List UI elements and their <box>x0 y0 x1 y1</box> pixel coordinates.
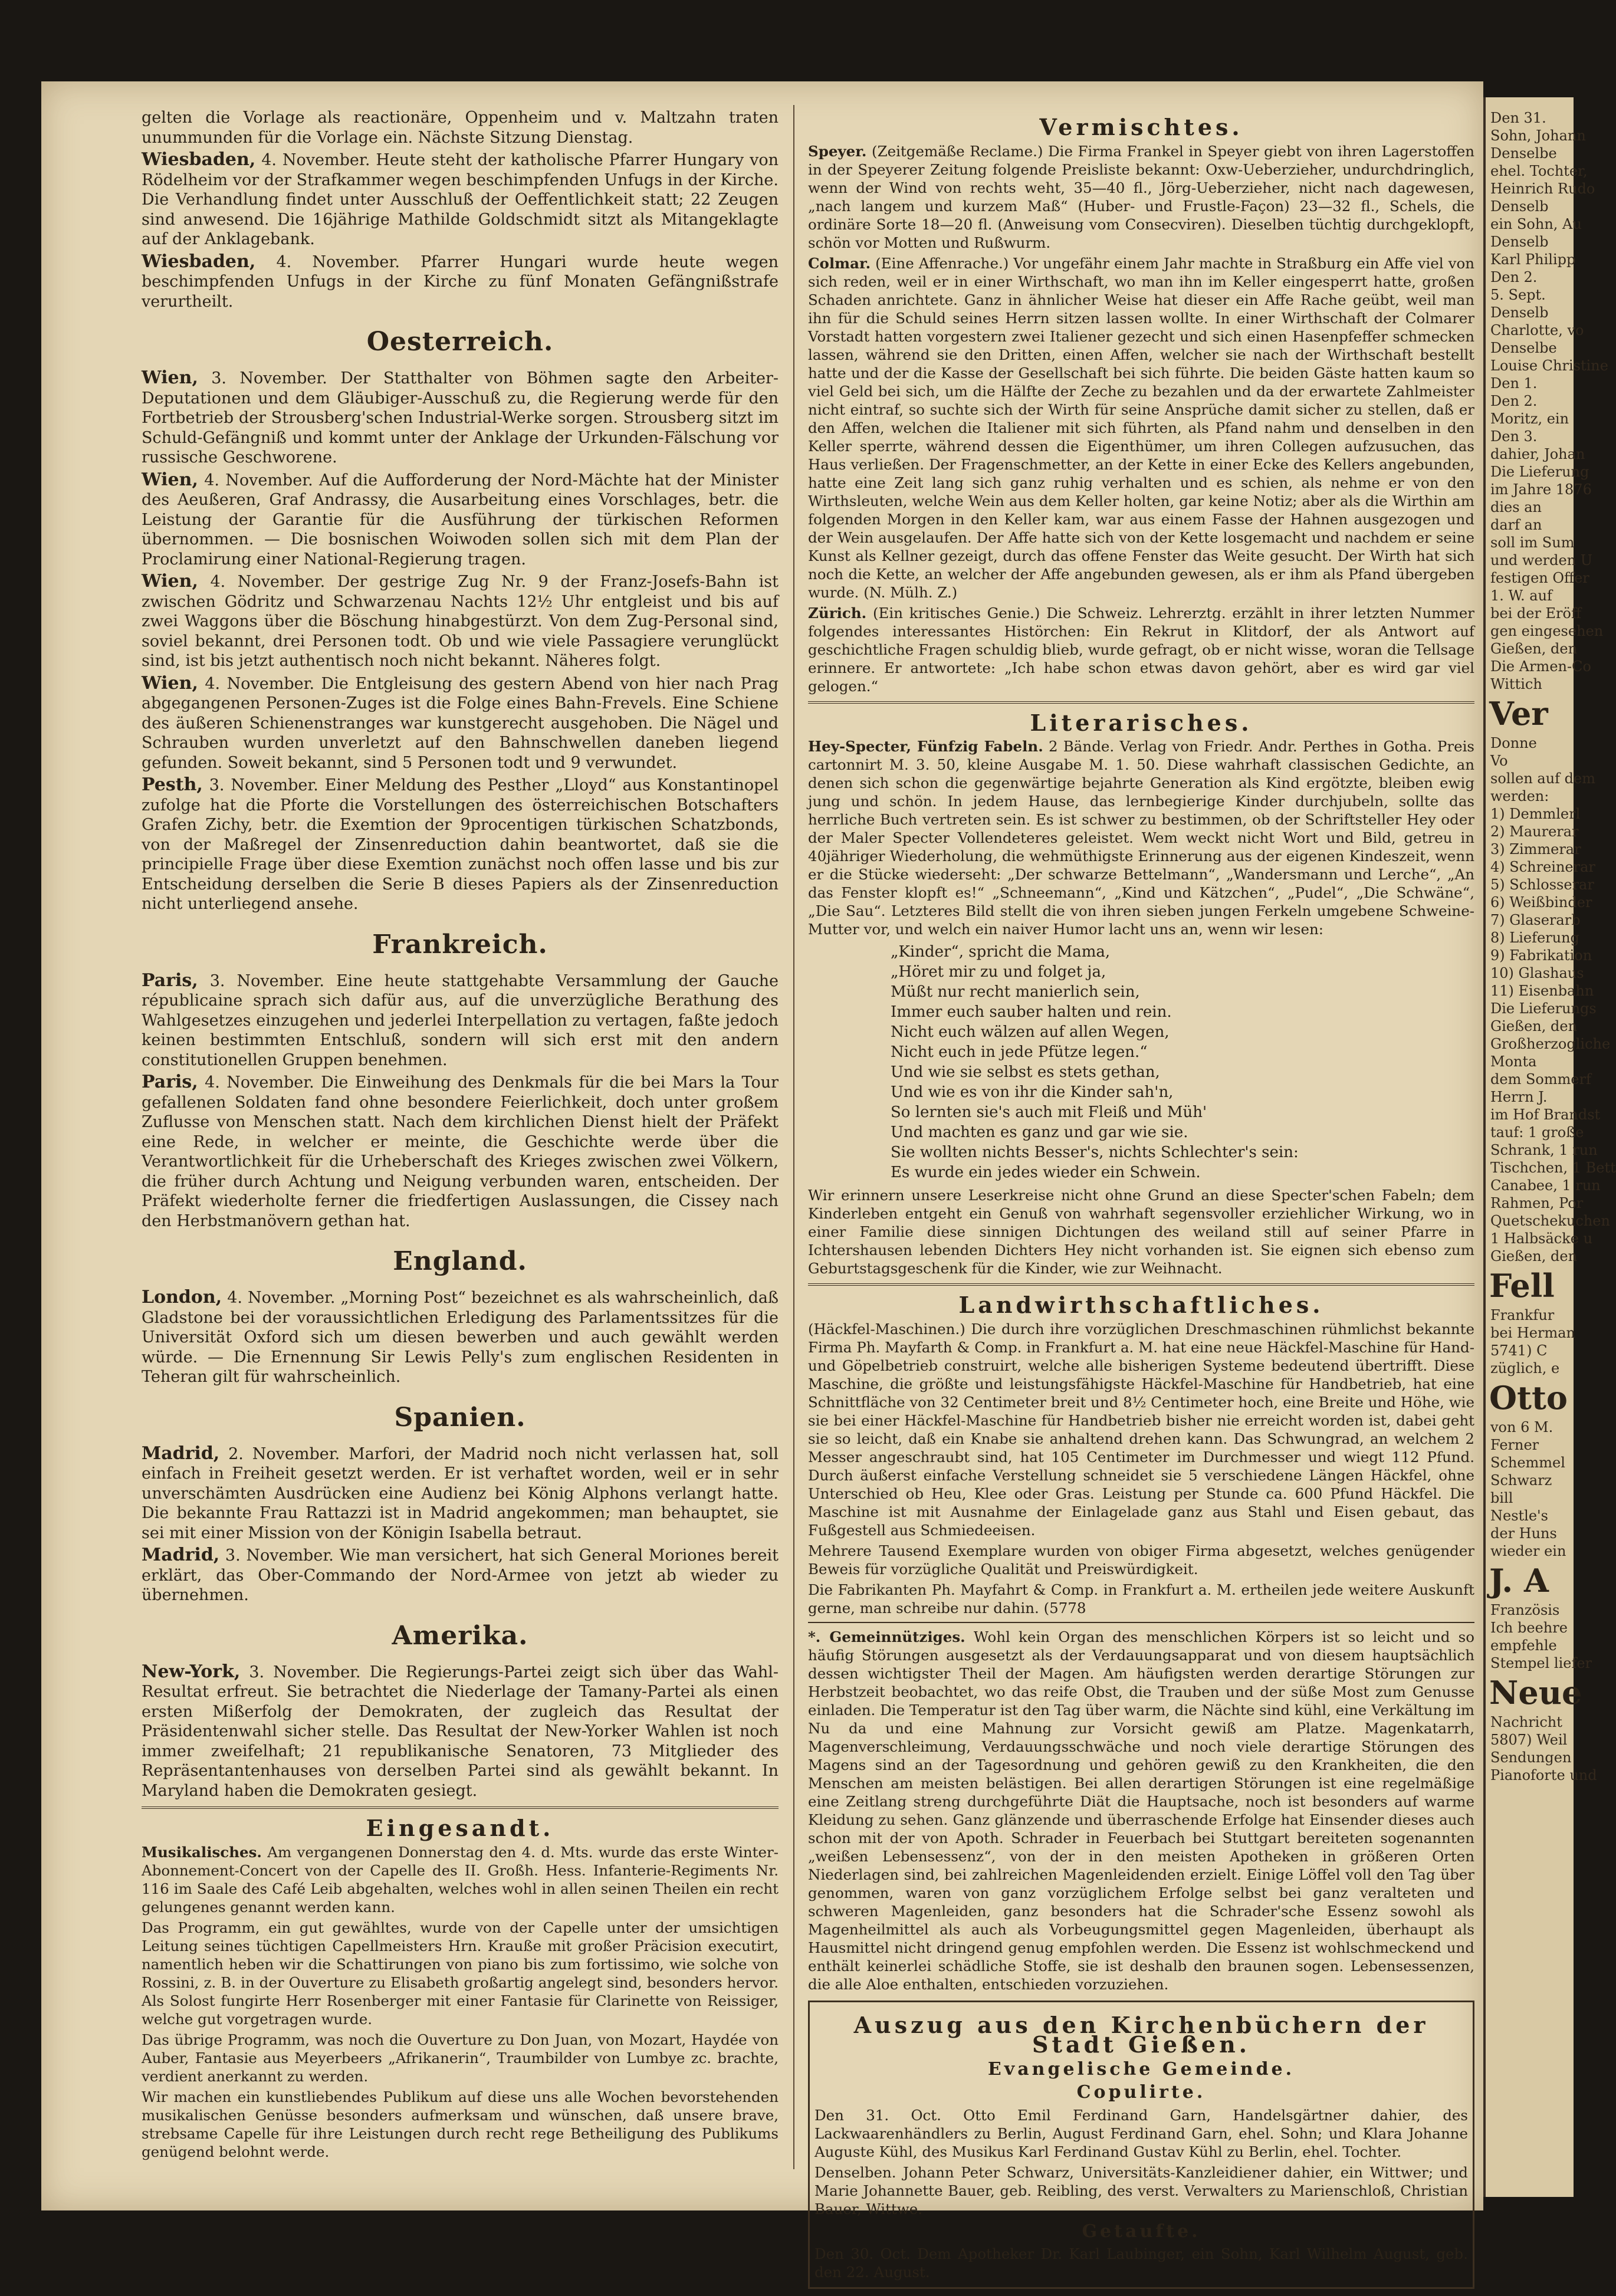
next-page-fragment: Großherzogliche <box>1490 1036 1611 1052</box>
next-page-fragment: Den 2. <box>1490 269 1538 285</box>
public-interest-item: *. Gemeinnütziges. Wohl kein Organ des menschlichen Körpers ist so leicht und so häufig Störungen ausgesetzt als der Verdauungsapparat und von diesem hauptsächlich dessen wichtigster Theil der Magen. Am häufigsten werden derartige Störungen zur Herbstzeit beobachtet, wo das reife Obst, die Trauben und der süße Most zum Genusse einladen. Die Temperatur ist den Tag über warm, die Nächte sind kühl, eine Verkältung im Nu da und eine Mahnung zur Vorsicht gewiß am Platze. Magenkatarrh, Magenverschleimung, Verdauungsschwäche und noch viele derartige Störungen des Magens sind an der Tagesordnung und gehören gewiß zu den Krankheiten, die den Menschen am meisten belästigen. Bei allen derartigen Störungen ist eine regelmäßige eine Zeitlang streng durchgeführte Diät die Hauptsache, noch ist besonders auf warme Kleidung zu sehen. Ganz glänzende und überraschende Erfolge hat Einsender dieses auch schon mit der von Apoth. Schrader in Feuerbach bei Stuttgart bereiteten sogenannten „weißen Lebensessenz“, von der in den meisten Apotheken in größeren Orten Niederlagen sind, bei zahlreichen Magenleidenden erzielt. Einige Löffel voll den Tag über genommen, waren von ganz vorzüglichem Erfolge selbst bei ganz veralteten und schweren Magenleiden, ganz besonders hat die Schrader'sche Essenz sowohl als Magenheilmittel als auch als Vorbeugungsmittel gegen Magenleiden, überhaupt als Hausmittel nicht dringend genug empfohlen werden. Die Essenz ist wohlschmeckend und enthält keinerlei schädliche Stoffe, sie ist deshalb den braunen sogen. Lebensessenzen, die alle Aloe enthalten, entschieden vorzuziehen. <box>808 1628 1474 1993</box>
poem-line: Sie wollten nichts Besser's, nichts Schlechter's sein: <box>891 1144 1299 1161</box>
next-page-fragment: Die Lieferungs <box>1490 1000 1597 1017</box>
poem-line: „Kinder“, spricht die Mama, <box>891 943 1111 961</box>
news-item: Wiesbaden, 4. November. Heute steht der katholische Pfarrer Hungary von Rödelheim vor der Strafkammer wegen beschimpfenden Unfugs in der Kirche. Die Verhandlung findet unter Ausschluß der Oeffentlichkeit statt; 22 Zeugen sind anwesend. Die 16jährige Mathilde Goldschmidt sitzt als Mitangeklagte auf der Anklagebank. <box>142 149 779 248</box>
next-page-fragment: 8) Lieferung <box>1490 929 1579 946</box>
next-page-fragment: Nachricht <box>1490 1714 1562 1730</box>
next-page-fragment: Die Lieferung <box>1490 464 1589 480</box>
section-divider <box>142 1806 779 1809</box>
next-page-fragment: Gießen, den <box>1490 1018 1578 1034</box>
next-page-fragment: ein Sohn, Au <box>1490 216 1582 232</box>
church-records-heading-getaufte: Getaufte. <box>1082 2221 1201 2242</box>
section-heading-france: Frankreich. <box>372 929 548 960</box>
next-page-fragment: Wittich <box>1490 676 1542 692</box>
news-item: Wien, 3. November. Der Statthalter von Böhmen sagte den Arbeiter-Deputationen und dem Gläubiger-Ausschuß zu, die Regierung werde für den Fortbetrieb der Strousberg'schen Industrial-Werke sorgen. Strousberg sitzt im Schuld-Gefängniß und kommt unter der Anklage der Urkunden-Fälschung vor russische Geschworene. <box>142 367 779 467</box>
next-page-fragment: Sohn, Johann <box>1490 127 1586 144</box>
next-page-fragment: darf an <box>1490 517 1542 533</box>
church-records-heading-copulirte: Copulirte. <box>1076 2082 1206 2103</box>
poem-line: So lernten sie's auch mit Fleiß und Müh' <box>891 1103 1207 1121</box>
news-item: Wien, 4. November. Die Entgleisung des gestern Abend von hier nach Prag abgegangenen Personen-Zuges ist die Folge eines Bahn-Frevels. Eine Schiene des äußeren Schienenstranges war kunstgerecht ausgehoben. Die Nägel und Schrauben wurden unverletzt auf den Bahnschwellen daneben liegend gefunden. Soweit bekannt, sind 5 Personen todt und 9 verwundet. <box>142 672 779 772</box>
article-intro: gelten die Vorlage als reactionäre, Oppenheim und v. Maltzahn traten unummunden für die Vorlage ein. Nächste Sitzung Dienstag. <box>142 109 779 147</box>
next-page-fragment: Gießen, den <box>1490 1248 1578 1264</box>
next-page-fragment: der Huns <box>1490 1525 1557 1542</box>
section-heading-literarisches: Literarisches. <box>1030 709 1253 736</box>
next-page-fragment: Ich beehre <box>1490 1620 1568 1636</box>
next-page-fragment: Louise Christine <box>1490 357 1608 374</box>
right-column <box>808 108 1474 2296</box>
section-heading-austria: Oesterreich. <box>366 327 554 357</box>
next-page-fragment: gen eingesehen <box>1490 623 1604 639</box>
poem-line: Und wie es von ihr die Kinder sah'n, <box>891 1083 1174 1101</box>
poem-line: Müßt nur recht manierlich sein, <box>891 983 1140 1001</box>
next-page-fragment: Denselb <box>1490 234 1549 250</box>
next-page-fragment: Tischchen, 1 Bett <box>1490 1160 1616 1176</box>
next-page-fragment: 10) Glashaus <box>1490 965 1584 981</box>
next-page-fragment: Schwarz <box>1490 1472 1552 1489</box>
next-page-fragment: Den 3. <box>1490 428 1538 445</box>
next-page-fragment: Rahmen, Por <box>1490 1195 1584 1211</box>
next-page-fragment: Herrn J. <box>1490 1089 1548 1105</box>
next-page-fragment: Charlotte, vo <box>1490 322 1584 339</box>
next-page-fragment: 5741) C <box>1490 1342 1548 1359</box>
next-page-fragment: Gießen, den <box>1490 640 1578 657</box>
next-page-fragment: bill <box>1490 1490 1513 1506</box>
section-heading-vermischtes: Vermischtes. <box>1039 114 1243 140</box>
next-page-fragment: Vo <box>1490 753 1508 769</box>
next-page-fragment: Schrank, 1 run <box>1490 1142 1598 1158</box>
section-heading-eingesandt: Eingesandt. <box>366 1815 554 1841</box>
next-page-edge <box>1483 97 1616 2197</box>
next-page-fragment: Ver <box>1489 695 1548 733</box>
church-record-entry: Den 31. Oct. Otto Emil Ferdinand Garn, Handelsgärtner dahier, des Lackwaarenhändlers zu Berlin, August Ferdinand Garn, ehel. Sohn; und Klara Johanne Auguste Kühl, des Musikus Karl Ferdinand Gustav Kühl zu Berlin, ehel. Tochter. <box>814 2106 1468 2160</box>
ad-number: (5778 <box>1043 1599 1086 1617</box>
next-page-fragment: Quetschekuchen <box>1490 1213 1610 1229</box>
church-records-title: Auszug aus den Kirchenbüchern der Stadt Gießen. <box>853 2011 1429 2058</box>
news-item: Pesth, 3. November. Einer Meldung des Pesther „Lloyd“ aus Konstantinopel zufolge hat die Pforte die Vorstellungen des österreichischen Botschafters Grafen Zichy, betr. die Exemtion der 9procentigen türkischen Schatzbonds, von der Maßregel der Zinsenreduction dahin beantwortet, daß sie die principielle Frage über diese Exemtion zunächst noch offen lasse und bis zur Entscheidung derselben die Serie B dieses Papiers als der Zinsenreduction nicht unterliegend ansehe. <box>142 774 779 913</box>
next-page-fragment: Ferner <box>1490 1437 1539 1453</box>
next-page-fragment: Sendungen <box>1490 1749 1572 1766</box>
next-page-fragment: Canabee, 1 run <box>1490 1177 1601 1194</box>
next-page-fragment: werden: <box>1490 788 1549 804</box>
literary-closing: Wir erinnern unsere Leserkreise nicht ohne Grund an diese Specter'schen Fabeln; dem Kinderleben entgeht ein Genuß von wahrhaft segensvoller erziehlicher Wirkung, wo in einer Familie diese sinnigen Dichtungen des weiland still auf seiner Pfarre in Ichtershausen lebenden Dichters Hey nicht vorhanden ist. Sie eignen sich ebenso zum Geburtstagsgeschenk für die Kinder, wie zur Weihnacht. <box>808 1187 1474 1277</box>
next-page-fragment: Schemmel <box>1490 1454 1565 1471</box>
section-heading-spain: Spanien. <box>394 1402 526 1433</box>
news-item: Wien, 4. November. Auf die Aufforderung der Nord-Mächte hat der Minister des Aeußeren, Graf Andrassy, die Ausarbeitung eines Vorschlages, betr. die Leistung der Garantie für die Ausführung der türkischen Reformen übernommen. — Die bosnischen Woiwoden sollen sich mit dem Plan der Proclamirung einer National-Regierung tragen. <box>142 469 779 569</box>
next-page-fragment: bei Herman <box>1490 1325 1575 1341</box>
next-page-fragment: 5) Schlosserar <box>1490 876 1594 893</box>
next-page-fragment: soll im Sum <box>1490 534 1575 551</box>
next-page-fragment: Fell <box>1489 1267 1555 1305</box>
poem-line: Und wie sie selbst es stets gethan, <box>891 1063 1160 1081</box>
next-page-fragment: Nestle's <box>1490 1507 1548 1524</box>
news-item: Madrid, 3. November. Wie man versichert, hat sich General Moriones bereit erklärt, das Ober-Commando der Nord-Armee von jetzt ab wieder zu übernehmen. <box>142 1545 779 1604</box>
next-page-fragment: Moritz, ein <box>1490 410 1569 427</box>
next-page-fragment: 11) Eisenbahn <box>1490 983 1594 999</box>
next-page-fragment: tauf: 1 große <box>1490 1124 1584 1141</box>
section-divider <box>808 701 1474 704</box>
next-page-fragment: Monta <box>1490 1053 1537 1070</box>
eingesandt-paragraph: Das übrige Programm, was noch die Ouverture zu Don Juan, von Mozart, Haydée von Auber, Fantasie aus Meyerbeers „Afrikanerin“, Traumbilder von Lumbye zc. brachte, verdient anerkannt zu werden. <box>142 2031 779 2085</box>
agri-item: (Häckfel-Maschinen.) Die durch ihre vorzüglichen Dreschmaschinen rühmlichst bekannte Firma Ph. Mayfarth & Comp. in Frankfurt a. M. hat eine neue Häckfel-Maschine für Hand- und Göpelbetrieb construirt, welche alle bisherigen Systeme bedeutend übertrifft. Diese Maschine, die größte und leistungsfähigste Häckfel-Maschine für Handbetrieb, hat eine Schnittfläche von 32 Centimeter breit und 8½ Centimeter hoch, eine Breite und Höhe, wie sie bei einer Häckfel-Maschine für Handbetrieb bisher nie erreicht worden ist, dabei geht sie so leicht, daß ein Knabe sie anhaltend drehen kann. Das Schwungrad, an welchem 2 Messer angeschraubt sind, hat 105 Centimeter im Durchmesser und wiegt 112 Pfund. Durch äußerst einfache Verstellung schneidet sie 5 verschiedene Längen Häckfel, ohne Unterschied ob Heu, Klee oder Gras. Leistung per Stunde ca. 600 Pfund Häckfel. Die Maschine ist mit Ausnahme der Einlagelade ganz aus Stahl und Eisen gebaut, das Fußgestell aus Schmiedeeisen. <box>808 1320 1475 1539</box>
next-page-fragment: wieder ein <box>1490 1543 1566 1559</box>
next-page-fragment: Denselbe <box>1490 145 1557 162</box>
next-page-fragment: bei der Eröff <box>1490 605 1582 622</box>
poem-line: Und machten es ganz und gar wie sie. <box>891 1124 1188 1141</box>
next-page-fragment: Denselb <box>1490 304 1549 321</box>
section-heading-england: England. <box>393 1246 527 1276</box>
news-item: New-York, 3. November. Die Regierungs-Partei zeigt sich über das Wahl-Resultat erfreut. Sie betrachtet die Niederlage der Tamany-Partei als einen ersten Mißerfolg der Demokraten, der zugleich das Resultat der Präsidentenwahl sicher stelle. Das Resultat der New-Yorker Wahlen ist noch immer zweifelhaft; 21 republikanische Senatoren, 73 Mitglieder des Repräsentantenhauses von derselben Partei sind als gewählt bekannt. In Maryland haben die Demokraten gesiegt. <box>142 1661 779 1800</box>
eingesandt-paragraph: Wir machen ein kunstliebendes Publikum auf diese uns alle Wochen bevorstehenden musikalischen Genüsse besonders aufmerksam und wünschen, daß unsere brave, strebsame Capelle für ihre Leistungen durch recht rege Betheiligung des Publikums genügend belohnt werde. <box>142 2088 779 2160</box>
agri-item: Die Fabrikanten Ph. Mayfahrt & Comp. in Frankfurt a. M. ertheilen jede weitere Auskunft gerne, man schreibe nur dahin. (5778 <box>808 1581 1474 1617</box>
next-page-fragment: 9) Fabrikation <box>1490 947 1592 964</box>
poem-line: Nicht euch wälzen auf allen Wegen, <box>891 1023 1170 1041</box>
next-page-fragment: Otto <box>1489 1379 1568 1417</box>
church-records-subtitle: Evangelische Gemeinde. <box>987 2058 1295 2080</box>
literary-review: Hey-Specter, Fünfzig Fabeln. 2 Bände. Verlag von Friedr. Andr. Perthes in Gotha. Preis cartonnirt M. 3. 50, kleine Ausgabe M. 1. 50. Diese wahrhaft classischen Gedichte, an denen sich schon die gegenwärtige bejahrte Generation als Kind ergötzte, bleiben ewig jung und schön. In jedem Hause, das lernbegierige Kinder durchjubeln, sollte das herrliche Buch vertreten sein. Es ist schwer zu bestimmen, ob der Schriftsteller Hey oder der Maler Specter Vollendeteres geleistet. Wem weckt nicht Wort und Bild, getreu in 40jähriger Wiederholung, die wehmüthigste Erinnerung aus der eigenen Kindeszeit, wenn er die Stücke wiederseht: „Der schwarze Bettelmann“, „Wandersmann und Lerche“, „An das Fenster klopft es!“ „Schneemann“, „Kind und Kätzchen“, „Pudel“, „Die Schwäne“, „Die Sau“. Letzteres Bild stellt die von ihren sieben jungen Ferkeln umgebene Schweine-Mutter vor, und welch ein naiver Humor lacht uns an, wenn wir lesen: <box>808 738 1474 938</box>
church-record-entry: Denselben. Johann Peter Schwarz, Universitäts-Kanzleidiener dahier, ein Wittwer; und Marie Johannette Bauer, geb. Reibling, des verst. Verwalters zu Marienschloß, Christian Bauer, Wittwe. <box>814 2163 1468 2218</box>
left-column <box>142 108 779 2163</box>
poem-line: Nicht euch in jede Pfütze legen.“ <box>891 1043 1148 1061</box>
poem <box>891 942 1474 1183</box>
news-item: Paris, 3. November. Eine heute stattgehabte Versammlung der Gauche républicaine sprach sich dafür aus, auf die unverzügliche Berathung des Wahlgesetzes einzugehen und jederlei Interpellation zu vertagen, faßte jedoch keinen bestimmten Entschluß, sondern will sich erst mit den andern constitutionellen Gruppen benehmen. <box>142 970 779 1069</box>
agri-item: Mehrere Tausend Exemplare wurden von obiger Firma abgesetzt, welches genügender Beweis für vorzügliche Qualität und Preiswürdigkeit. <box>808 1542 1474 1578</box>
column-divider <box>793 105 794 2169</box>
news-item: Madrid, 2. November. Marfori, der Madrid noch nicht verlassen hat, soll einfach in Freiheit gesetzt werden. Er ist verhaftet worden, weil er in sehr unverschämten Ausdrücken eine Audienz bei König Alphons verlangt hatte. Die bekannte Frau Rattazzi ist in Madrid angekommen; man behauptet, sie sei mit einer Mission von der Königin Isabella betraut. <box>142 1443 779 1542</box>
next-page-fragment: J. A <box>1489 1562 1549 1599</box>
next-page-fragment: Stempel liefer <box>1490 1655 1592 1671</box>
next-page-fragment: dem Sommerf <box>1490 1071 1591 1088</box>
eingesandt-paragraph: Das Programm, ein gut gewähltes, wurde von der Capelle unter der umsichtigen Leitung seines tüchtigen Capellmeisters Hrn. Krauße mit großer Präcision executirt, namentlich heben wir die Schattirungen von piano bis zum fortissimo, wie solche von Rossini, z. B. in der Ouverture zu Elisabeth großartig angelegt sind, besonders hervor. Als Solost fungirte Herr Rosenberger mit einer Fantasie für Clarinette von Reissiger, welche gut vorgetragen wurde. <box>142 1919 779 2028</box>
next-page-fragment: 6) Weißbinder <box>1490 894 1592 911</box>
next-page-fragment: 4) Schreinerar <box>1490 859 1595 875</box>
next-page-fragment: ehel. Tochter, <box>1490 163 1588 179</box>
next-page-fragment: 1. W. auf <box>1490 587 1552 604</box>
next-page-fragment: sollen auf dem <box>1490 770 1596 787</box>
next-page-fragment: 1 Halbsäcke u <box>1490 1230 1593 1247</box>
misc-item: Speyer. (Zeitgemäße Reclame.) Die Firma Frankel in Speyer giebt von ihren Lagerstoffen in der Speyerer Zeitung folgende Preisliste bekannt: Oxw-Ueberzieher, undurchdringlich, wenn der Wind von rechts weht, 35—40 fl., Jörg-Ueberzieher, nicht nach dagewesen, „nach langem und kurzem Maß“ (Huber- und Frustle-Façon) 23—32 fl., Schels, die ordinäre Sorte 18—20 fl. (Anweisung vom Consecviren). Dieselben tüchtig durchgeklopft, schön vor Motten und Rußwurm. <box>808 142 1474 251</box>
news-item: Paris, 4. November. Die Einweihung des Denkmals für die bei Mars la Tour gefallenen Soldaten fand ohne besondere Feierlichkeit, doch unter großem Zuflusse von Menschen statt. Nach dem kirchlichen Dienst hielt der Präfekt eine Rede, in welcher er meinte, die Geschichte werde über die Verantwortlichkeit für die Urheberschaft des Krieges zwischen zwei Völkern, die früher durch Achtung und Neigung verbunden waren, entscheiden. Der Präfekt wiederholte ferner die friedfertigen Auslassungen, die Cissey nach den Herbstmanövern gethan hat. <box>142 1072 779 1230</box>
next-page-fragment: Heinrich Rudo <box>1490 180 1595 197</box>
next-page-fragment: Den 31. <box>1490 110 1546 126</box>
next-page-fragment: empfehle <box>1490 1637 1557 1654</box>
next-page-fragment: Denselbe <box>1490 340 1557 356</box>
newspaper-page <box>41 81 1483 2281</box>
source-note: (N. Mülh. Z.) <box>863 583 958 601</box>
next-page-fragment: 7) Glaserarb <box>1490 912 1581 928</box>
next-page-fragment: 5807) Weil <box>1490 1732 1568 1748</box>
church-records-box <box>808 2001 1474 2290</box>
next-page-fragment: im Hof Brandst <box>1490 1106 1601 1123</box>
eingesandt-paragraph: Musikalisches. Am vergangenen Donnerstag den 4. d. Mts. wurde das erste Winter-Abonnement-Concert von der Capelle des II. Großh. Hess. Infanterie-Regiments Nr. 116 im Saale des Café Leib abgehalten, welches wohl in allen seinen Theilen ein recht gelungenes genannt werden kann. <box>142 1843 779 1916</box>
next-page-fragment: Karl Philipp <box>1490 251 1576 268</box>
misc-item: Zürich. (Ein kritisches Genie.) Die Schweiz. Lehrerztg. erzählt in ihrer letzten Nummer folgendes interessantes Histörchen: Ein Rekrut in Klitdorf, der als Antwort auf geschichtliche Fragen schuldig blieb, wurde gefragt, ob er nicht wisse, woran die Tellsage erinnere. Er antwortete: „Ich habe schon etwas davon gehört, aber es wird gar viel gelogen.“ <box>808 604 1474 695</box>
poem-line: Es wurde ein jedes wieder ein Schwein. <box>891 1164 1201 1181</box>
next-page-fragment: Donne <box>1490 735 1537 751</box>
next-page-fragment: dies an <box>1490 499 1542 515</box>
next-page-fragment: dahier, Johan <box>1490 446 1585 462</box>
section-heading-landwirthschaftliches: Landwirthschaftliches. <box>958 1292 1324 1318</box>
section-divider <box>808 1283 1474 1286</box>
next-page-fragment: Den 2. <box>1490 393 1538 409</box>
next-page-fragment: Französis <box>1490 1602 1560 1618</box>
next-page-fragment: Neue <box>1489 1674 1582 1712</box>
next-page-fragment: im Jahre 1876 <box>1490 481 1592 498</box>
section-divider <box>808 1622 1474 1623</box>
next-page-fragment: 3) Zimmerar <box>1490 841 1581 858</box>
next-page-fragment: Frankfur <box>1490 1307 1555 1323</box>
next-page-fragment: und werden U <box>1490 552 1593 569</box>
news-item: London, 4. November. „Morning Post“ bezeichnet es als wahrscheinlich, daß Gladstone bei der voraussichtlichen Erledigung des Parlamentssitzes für die Universität Oxford sich um diesen bewerben und auch gewählt werden würde. — Die Ernennung Sir Lewis Pelly's zum englischen Residenten in Teheran gilt für wahrscheinlich. <box>142 1287 779 1386</box>
poem-line: Immer euch sauber halten und rein. <box>891 1003 1172 1021</box>
next-page-fragments <box>1486 97 1616 1784</box>
misc-item: Colmar. (Eine Affenrache.) Vor ungefähr einem Jahr machte in Straßburg ein Affe viel von sich reden, weil er in einer Wirthschaft, wo man ihn im Keller eingesperrt hatte, großen Schaden anrichtete. Ganz in ähnlicher Weise hat dieser ein Affe Rache geübt, weil man ihn für die Schuld seines Herrn sitzen lassen wollte. In einer Wirthschaft der Colmarer Vorstadt hatten vorgestern zwei Italiener gezecht und sich einen Hasenpfeffer schmecken lassen, während sie den Dritten, einen Affen, welcher sie nach der Wirthschaft bestellt hatte und der die Kasse der Gesellschaft bei sich führte. Die beiden Gäste hatten kaum so viel Geld bei sich, um die Hälfte der Zeche zu bezahlen und da der erwartete Zahlmeister nicht eintraf, so suchte sich der Wirth für seine Ansprüche damit sicher zu stellen, daß er den Affen, welchen die Italiener mit sich führten, als Pfand nahm und denselben in den Keller sperrte, während dessen die Eigenthümer, um ihren Collegen aufzusuchen, das Haus verließen. Der Fragenschmetter, an der Kette in einer Ecke des Kellers angebunden, hatte eine Zeit lang sich ganz ruhig verhalten und es schien, als nehme er von den Wirthsleuten, welche Wein aus dem Keller holten, gar keine Notiz; aber als die Wirthin am folgenden Morgen in den Keller kam, war aus einem Fasse der Hahnen ausgezogen und der Wein ausgelaufen. Der Affe hatte sich von der Kette losgemacht und nachdem er seine Kunst als Kellner gezeigt, durch das offene Fenster das Weite gesucht. Der Wirth hat sich noch die Kette, an welcher der Affe angebunden gewesen, als er ihm als Pfand übergeben wurde. (N. Mülh. Z.) <box>808 254 1474 601</box>
next-page-fragment: Die Armen-Co <box>1490 658 1591 675</box>
next-page-fragment: 5. Sept. <box>1490 287 1546 303</box>
next-page-fragment: festigen Offer <box>1490 570 1589 586</box>
next-page-fragment: 1) Demmlerl <box>1490 806 1581 822</box>
section-heading-america: Amerika. <box>392 1620 528 1651</box>
news-item: Wiesbaden, 4. November. Pfarrer Hungari wurde heute wegen beschimpfenden Unfugs in der Kirche zu fünf Monaten Gefängnißstrafe verurtheilt. <box>142 251 779 311</box>
next-page-fragment: Denselb <box>1490 198 1549 215</box>
next-page-fragment: von 6 M. <box>1490 1419 1553 1436</box>
next-page-fragment: züglich, e <box>1490 1360 1560 1377</box>
news-item: Wien, 4. November. Der gestrige Zug Nr. 9 der Franz-Josefs-Bahn ist zwischen Gödritz und Schwarzenau Nachts 12½ Uhr entgleist und bis auf zwei Waggons über die Böschung hinabgestürzt. Von dem Zug-Personal sind, soviel bekannt, drei Personen todt. Ob und wie viele Passagiere verunglückt sind, ist bis jetzt authentisch noch nicht bekannt. Näheres folgt. <box>142 571 779 670</box>
next-page-fragment: Pianoforte und <box>1490 1767 1597 1783</box>
next-page-fragment: 2) Maurerar <box>1490 823 1579 840</box>
poem-line: „Höret mir zu und folget ja, <box>891 963 1106 981</box>
next-page-fragment: Den 1. <box>1490 375 1538 392</box>
church-record-entry: Den 30. Oct. Dem Apotheker Dr. Karl Laubinger, ein Sohn, Karl Wilhelm August, geb. den 22. August. <box>814 2245 1468 2281</box>
